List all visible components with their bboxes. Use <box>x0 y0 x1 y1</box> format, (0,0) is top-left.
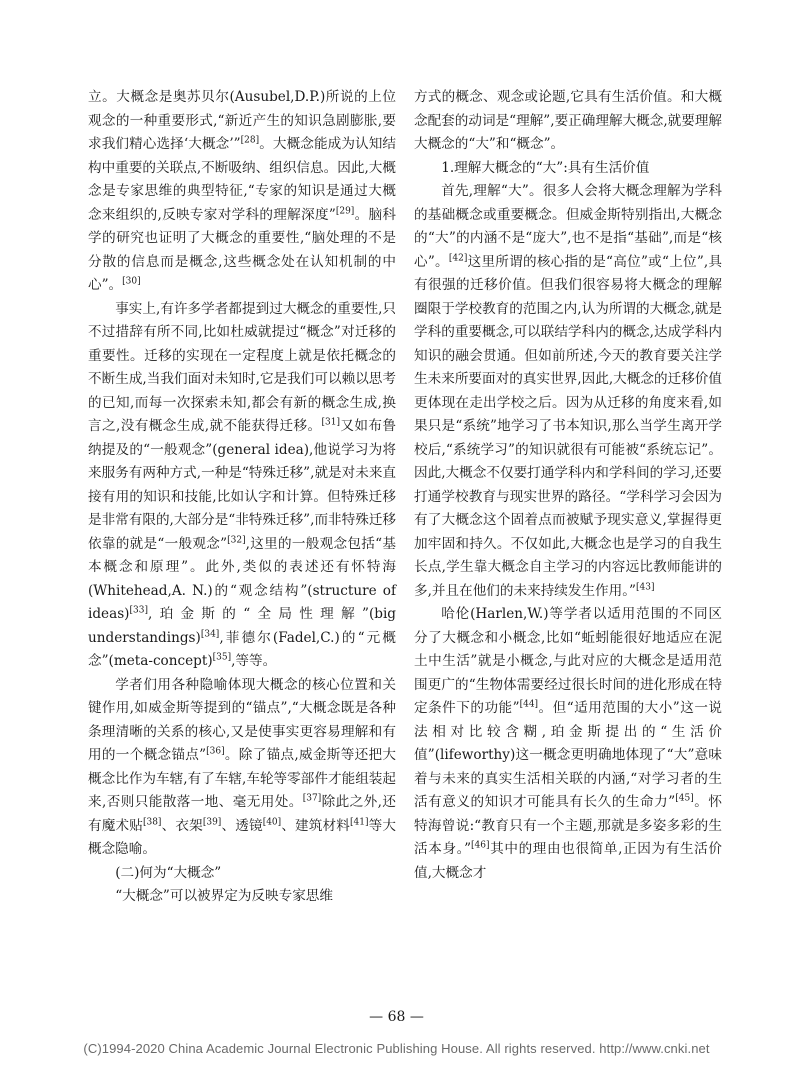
citation-ref: [45] <box>675 793 694 804</box>
citation-ref: [32] <box>227 534 246 545</box>
text-run: 、衣架 <box>161 817 203 834</box>
paragraph <box>88 86 396 298</box>
section-heading <box>414 157 722 181</box>
citation-ref: [37] <box>302 793 322 804</box>
text-run: 等大概念隐喻。 <box>88 817 396 857</box>
text-run: (二)何为“大概念” <box>115 864 222 881</box>
citation-ref: [44] <box>519 699 539 710</box>
citation-ref: [35] <box>212 652 232 663</box>
text-run: “大概念”可以被界定为反映专家思维 <box>115 888 333 904</box>
copyright-notice: (C)1994-2020 China Academic Journal Electronic Publishing House. All rights reserved. http://www.cnki.net <box>83 1041 710 1056</box>
text-run: 1.理解大概念的“大”:具有生活价值 <box>441 159 650 176</box>
citation-ref: [43] <box>635 581 655 592</box>
text-run: 其中的理由也很简单,正因为有生活价值,大概念才 <box>414 841 722 881</box>
text-run: 。脑科学的研究也证明了大概念的重要性,“脑处理的不是分散的信息而是概念,这些概念处在认知机制的中心”。 <box>88 206 397 293</box>
text-run: 、透镜 <box>221 817 263 834</box>
section-heading <box>88 862 396 886</box>
citation-ref: [31] <box>321 417 340 428</box>
text-run: 。除了锚点,威金斯等还把大概念比作为车辖,有了车辖,车轮等零部件才能组装起来,否则只能散落一地、毫无用处。 <box>88 747 396 810</box>
text-run: 。大概念能成为认知结构中重要的关联点,不断吸纳、组织信息。因此,大概念是专家思维的典型特征,“专家的知识是通过大概念来组织的,反映专家对学科的理解深度” <box>88 136 397 223</box>
text-run: ,这里的一般观念包括“基本概念和原理”。此外,类似的表述还有怀特海(Whitehead,A. N.)的“观念结构”(structure of ideas) <box>88 535 396 622</box>
text-run: ,菲德尔(Fadel,C.)的“元概念”(meta-concept) <box>88 629 396 669</box>
text-run: 除此之外,还有魔术贴 <box>88 794 396 834</box>
text-run: 、建筑材料 <box>281 817 351 834</box>
text-run: 学者们用各种隐喻体现大概念的核心位置和关键作用,如威金斯等提到的“锚点”,“大概念既是各种条理清晰的关系的核心,又是使事实更容易理解和有用的一个概念锚点” <box>88 676 396 763</box>
text-run: 又如布鲁纳提及的“一般观念”(general idea),他说学习为将来服务有两种方式,一种是“特殊迁移”,就是对未来直接有用的知识和技能,比如认字和计算。但特殊迁移是非常有限的,大部分是“非特殊迁移”,而非特殊迁移依靠的就是“一般观念” <box>88 418 397 552</box>
paragraph <box>88 298 396 674</box>
text-run: 立。大概念是奥苏贝尔(Ausubel,D.P.)所说的上位观念的一种重要形式,“新近产生的知识急剧膨胀,要求我们精心选择‘大概念’” <box>88 89 396 152</box>
paragraph <box>88 885 396 909</box>
text-run: 首先,理解“大”。很多人会将大概念理解为学科的基础概念或重要概念。但威金斯特别指出,大概念的“大”的内涵不是“庞大”,也不是指“基础”,而是“核心”。 <box>414 183 722 270</box>
citation-ref: [36] <box>206 746 225 757</box>
text-column-right <box>414 86 722 885</box>
paragraph <box>414 603 722 885</box>
text-run: 方式的概念、观念或论题,它具有生活价值。和大概念配套的动词是“理解”,要正确理解大概念,就要理解大概念的“大”和“概念”。 <box>414 89 723 152</box>
text-run: 哈伦(Harlen,W.)等学者以适用范围的不同区分了大概念和小概念,比如“蚯蚓能很好地适应在泥土中生活”就是小概念,与此对应的大概念是适用范围更广的“生物体需要经过很长时间的进化形成在特定条件下的功能” <box>414 606 722 716</box>
text-column-left <box>88 86 396 909</box>
text-run: ,珀金斯的“全局性理解”(big understandings) <box>88 606 396 646</box>
text-run: 。怀特海曾说:“教育只有一个主题,那就是多姿多彩的生活本身。” <box>414 794 723 857</box>
citation-ref: [42] <box>448 252 468 263</box>
citation-ref: [41] <box>350 816 369 827</box>
paragraph <box>414 86 722 157</box>
citation-ref: [38] <box>142 816 162 827</box>
text-run: 。但“适用范围的大小”这一说法相对比较含糊,珀金斯提出的“生活价值”(lifeworthy)这一概念更明确地体现了“大”意味着与未来的真实生活相关联的内涵,“对学习者的生活有意义的知识才可能具有长久的生命力” <box>414 700 723 810</box>
paragraph <box>414 180 722 603</box>
paragraph <box>88 674 396 862</box>
text-run: ,等等。 <box>231 653 277 669</box>
citation-ref: [34] <box>200 628 220 639</box>
citation-ref: [29] <box>335 205 355 216</box>
page-number: — 68 — <box>369 1009 424 1025</box>
citation-ref: [39] <box>202 816 222 827</box>
citation-ref: [30] <box>122 276 141 287</box>
citation-ref: [28] <box>240 135 260 146</box>
citation-ref: [40] <box>262 816 282 827</box>
text-run: 事实上,有许多学者都提到过大概念的重要性,只不过措辞有所不同,比如杜威就提过“概念”对迁移的重要性。迁移的实现在一定程度上就是依托概念的不断生成,当我们面对未知时,它是我们可以赖以思考的已知,而每一次探索未知,都会有新的概念生成,换言之,没有概念生成,就不能获得迁移。 <box>88 300 396 434</box>
citation-ref: [46] <box>471 840 490 851</box>
text-run: 这里所谓的核心指的是“高位”或“上位”,具有很强的迁移价值。但我们很容易将大概念的理解圈限于学校教育的范围之内,认为所谓的大概念,就是学科的重要概念,可以联结学科内的概念,达成学科内知识的融会贯通。但如前所述,今天的教育要关注学生未来所要面对的真实世界,因此,大概念的迁移价值更体现在走出学校之后。因为从迁移的角度来看,如果只是“系统”地学习了书本知识,那么当学生离开学校后,“系统学习”的知识就很有可能被“系统忘记”。因此,大概念不仅要打通学科内和学科间的学习,还要打通学校教育与现实世界的路径。“学科学习会因为有了大概念这个固着点而被赋予现实意义,掌握得更加牢固和持久。不仅如此,大概念也是学习的自我生长点,学生靠大概念自主学习的内容远比教师能讲的多,并且在他们的未来持续发生作用。” <box>414 253 722 599</box>
citation-ref: [33] <box>129 605 148 616</box>
